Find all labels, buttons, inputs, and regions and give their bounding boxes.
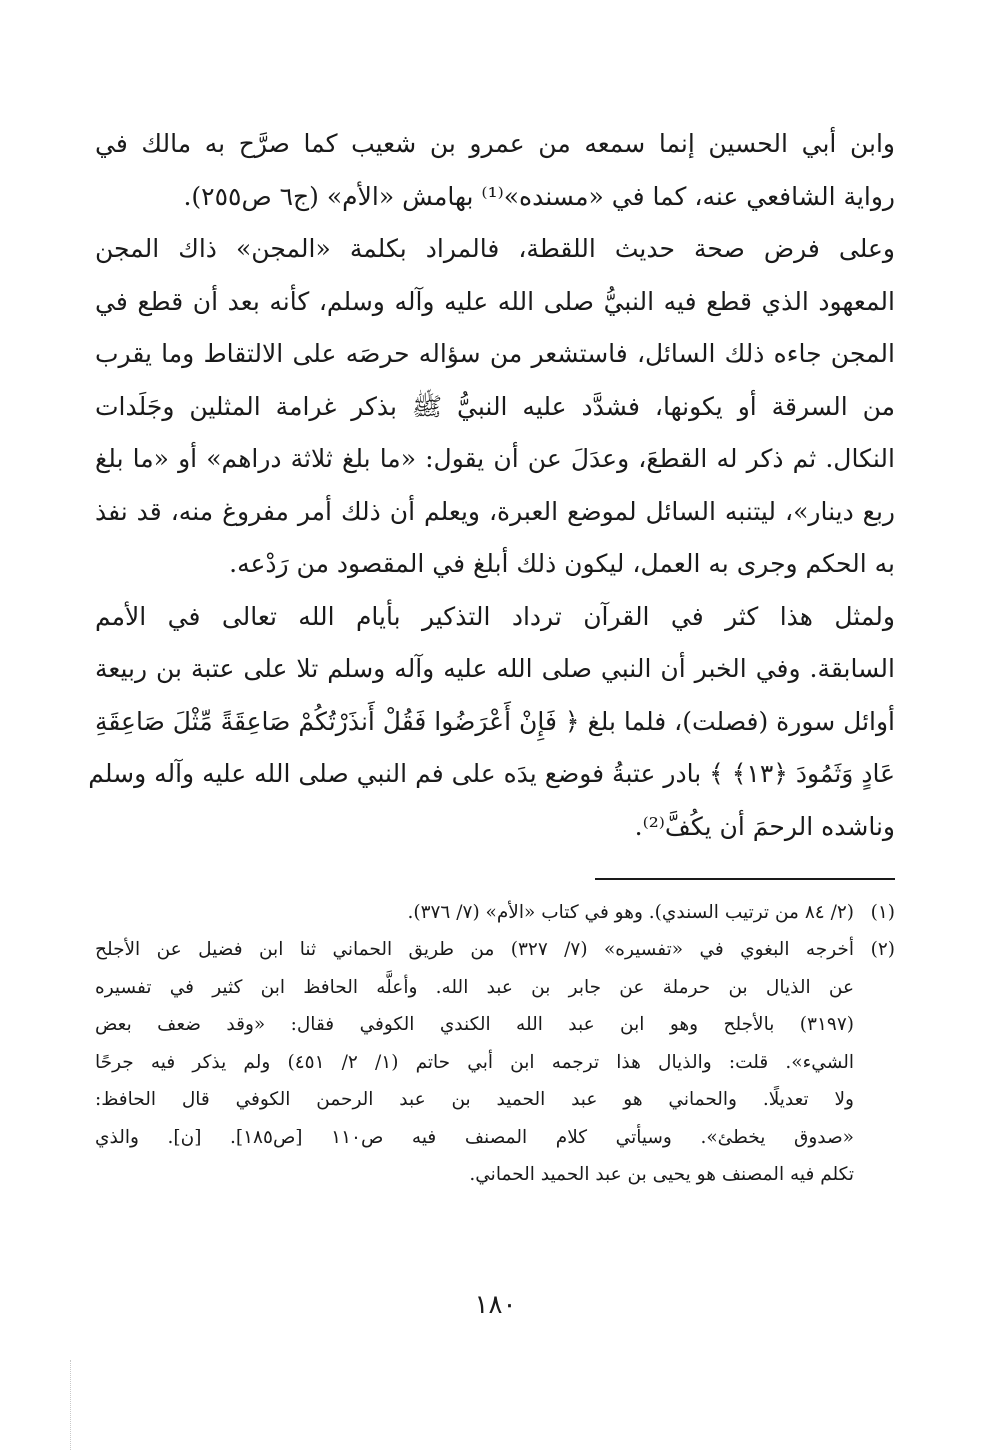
scan-edge-marks: [70, 1360, 75, 1450]
text-line: رواية الشافعي عنه، كما في «مسنده»⁽¹⁾ بهامش «الأم» (ج٦ ص٢٥٥).: [183, 181, 895, 211]
text-line: من السرقة أو يكونها، فشدَّد عليه النبيُّ ﷺ بذكر غرامة المثلين وجَلَدات: [95, 391, 895, 421]
footnote-text: أخرجه البغوي في «تفسيره» (٧/ ٣٢٧) من طريق الحماني ثنا ابن فضيل عن الأجلح: [95, 939, 854, 961]
footnote-text: عن الذيال بن حرملة عن جابر بن عبد الله. وأعلَّه الحافظ ابن كثير في تفسيره: [95, 976, 854, 998]
footnote-text: «صدوق يخطئ». وسيأتي كلام المصنف فيه ص١١٠ [ص١٨٥]. [ن]. والذي: [95, 1126, 854, 1148]
text-line: وناشده الرحمَ أن يكُفَّ⁽²⁾.: [634, 811, 895, 841]
page-number: ١٨٠: [474, 1290, 517, 1320]
text-line: وعلى فرض صحة حديث اللقطة، فالمراد بكلمة «المجن» ذاك المجن: [95, 234, 895, 263]
footnote-text: ولا تعديلًا. والحماني هو عبد الحميد بن عبد الرحمن الكوفي قال الحافظ:: [95, 1089, 854, 1111]
text-line: النكال. ثم ذكر له القطعَ، وعدَلَ عن أن يقول: «ما بلغ ثلاثة دراهم» أو «ما بلغ: [95, 444, 895, 473]
footnote-text: (٢/ ٨٤ من ترتيب السندي). وهو في كتاب «الأم» (٧/ ٣٧٦).: [407, 901, 854, 923]
text-line: ربع دينار»، ليتنبه السائل لموضع العبرة، ويعلم أن ذلك أمر مفروغ منه، قد نفذ: [95, 496, 895, 526]
footnote-number: (٢): [870, 939, 895, 961]
footnote-text: الشيء». قلت: والذيال هذا ترجمه ابن أبي حاتم (١/ ٢/ ٤٥١) ولم يذكر فيه جرحًا: [95, 1051, 854, 1073]
footnote-2: [95, 931, 895, 969]
footnotes: [95, 894, 895, 1194]
text-line: ولمثل هذا كثر في القرآن ترداد التذكير بأيام الله تعالى في الأمم: [95, 601, 895, 631]
quran-verse-line: عَادٍ وَثَمُودَ ﴿١٣﴾ ﴾ بادر عتبةُ فوضع يدَه على فم النبي صلى الله عليه وآله وسلم: [88, 759, 895, 788]
text-line: المجن جاءه ذلك السائل، فاستشعر من سؤاله حرصَه على الالتقاط وما يقرب: [95, 339, 895, 368]
footnote-text: (٣١٩٧) بالأجلح وهو ابن عبد الله الكندي الكوفي فقال: «وقد ضعف بعض: [95, 1014, 854, 1036]
footnote-1: [95, 894, 895, 932]
footnote-number: (١): [870, 901, 895, 923]
main-text: [88, 118, 895, 853]
footnote-text: تكلم فيه المصنف هو يحيى بن عبد الحميد الحماني.: [469, 1164, 854, 1186]
page-content: [88, 118, 895, 1194]
text-line: وابن أبي الحسين إنما سمعه من عمرو بن شعيب كما صرَّح به مالك في: [95, 129, 895, 158]
text-line: به الحكم وجرى به العمل، ليكون ذلك أبلغ في المقصود من رَدْعه.: [229, 549, 895, 578]
quran-verse-line: أوائل سورة (فصلت)، فلما بلغ ﴿ فَإِنْ أَعْرَضُوا فَقُلْ أَنذَرْتُكُمْ صَاعِقَةً مِّثْلَ صَاعِقَةِ: [95, 706, 895, 736]
text-line: المعهود الذي قطع فيه النبيُّ صلى الله عليه وآله وسلم، كأنه بعد أن قطع في: [95, 286, 895, 316]
footnote-divider: [595, 878, 895, 880]
text-line: السابقة. وفي الخبر أن النبي صلى الله عليه وآله وسلم تلا على عتبة بن ربيعة: [95, 654, 895, 683]
